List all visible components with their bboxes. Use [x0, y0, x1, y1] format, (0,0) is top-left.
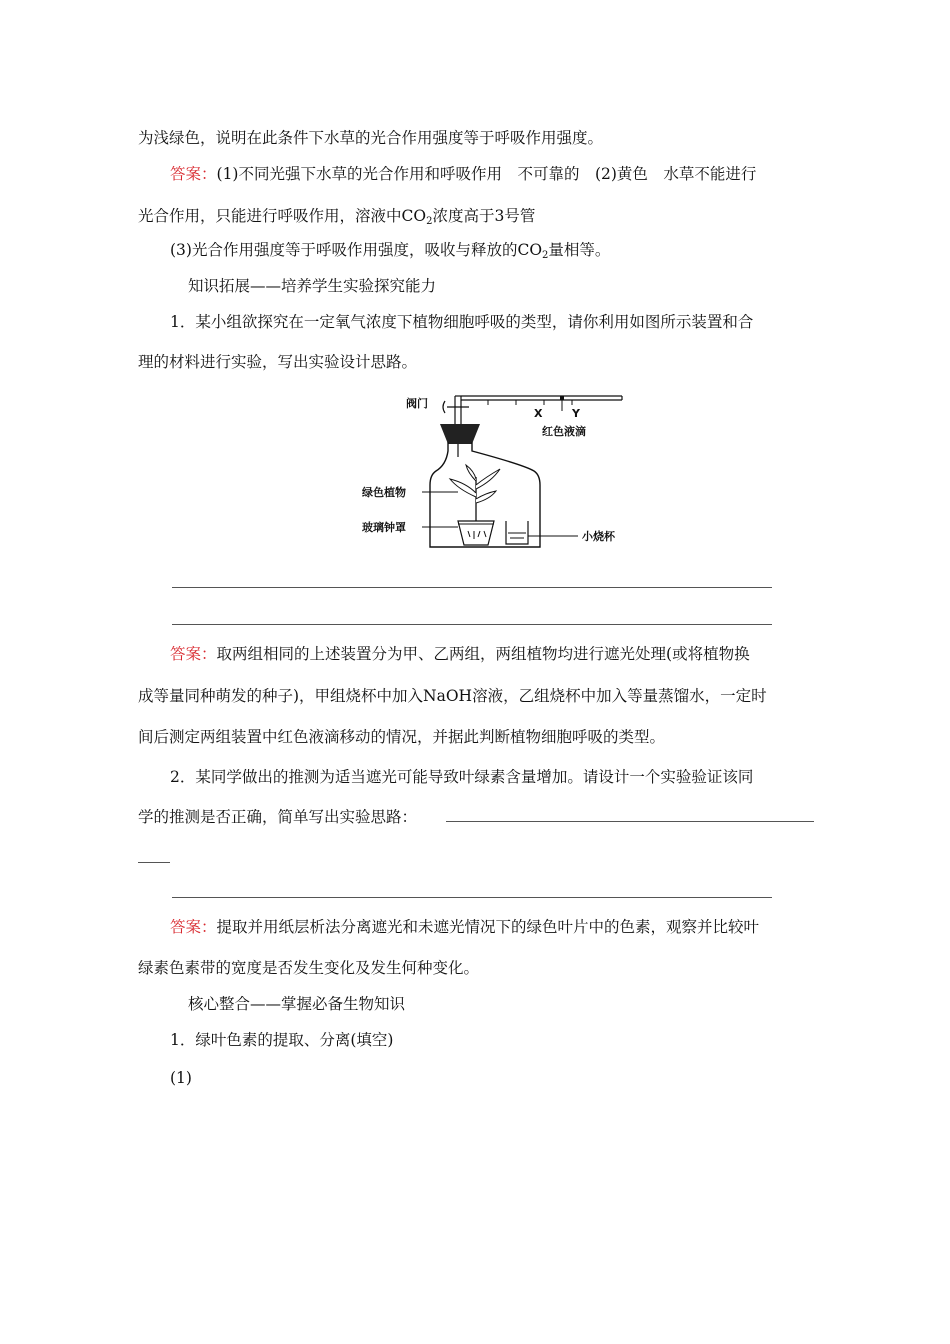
answer-blank-line — [172, 624, 772, 625]
beaker-icon — [506, 521, 528, 544]
answer-1-line-3: (3)光合作用强度等于呼吸作用强度，吸收与释放的$CO_2$量相等。 — [170, 241, 611, 261]
label-x: X — [534, 407, 543, 420]
question-1-line-1: 1．某小组欲探究在一定氧气浓度下植物细胞呼吸的类型，请你利用如图所示装置和合 — [170, 313, 754, 331]
label-bell-jar: 玻璃钟罩 — [362, 521, 406, 534]
label-beaker: 小烧杯 — [582, 530, 615, 543]
section-heading-expansion: 知识拓展——培养学生实验探究能力 — [188, 277, 437, 295]
question-2-line-1: 2．某同学做出的推测为适当遮光可能导致叶绿素含量增加。请设计一个实验验证该同 — [170, 768, 754, 786]
item-1-heading: 1．绿叶色素的提取、分离(填空) — [170, 1031, 394, 1049]
answer-2-line-2: 成等量同种萌发的种子)，甲组烧杯中加入NaOH溶液，乙组烧杯中加入等量蒸馏水，一定时 — [138, 687, 767, 705]
question-2-line-2: 学的推测是否正确，简单写出实验思路： — [138, 808, 418, 826]
answer-blank-line — [138, 862, 170, 863]
plant-icon — [450, 465, 500, 521]
label-y: Y — [572, 407, 580, 420]
item-1-sub: (1) — [170, 1069, 192, 1087]
label-valve: 阀门 — [406, 397, 428, 410]
label-red-drop: 红色液滴 — [542, 425, 586, 438]
answer-3-line-2: 绿素色素带的宽度是否发生变化及发生何种变化。 — [138, 959, 480, 977]
answer-blank-line — [172, 587, 772, 588]
answer-1-line-2: 光合作用，只能进行呼吸作用，溶液中$CO_2$浓度高于3号管 — [138, 207, 536, 227]
answer-2-line-3: 间后测定两组装置中红色液滴移动的情况，并据此判断植物细胞呼吸的类型。 — [138, 728, 666, 746]
answer-blank-line — [446, 821, 814, 822]
answer-blank-line — [172, 897, 772, 898]
answer-2-line-1: 答案：取两组相同的上述装置分为甲、乙两组，两组植物均进行遮光处理(或将植物换 — [170, 645, 750, 663]
answer-1-line-1: 答案：(1)不同光强下水草的光合作用和呼吸作用 不可靠的 (2)黄色 水草不能进行 — [170, 165, 757, 183]
experiment-apparatus-figure — [350, 385, 640, 557]
section-heading-core: 核心整合——掌握必备生物知识 — [188, 995, 406, 1013]
label-green-plant: 绿色植物 — [362, 486, 406, 499]
answer-label: 答案： — [170, 165, 217, 183]
answer-3-line-1: 答案：提取并用纸层析法分离遮光和未遮光情况下的绿色叶片中的色素，观察并比较叶 — [170, 918, 760, 936]
question-1-line-2: 理的材料进行实验，写出实验设计思路。 — [138, 353, 418, 371]
valve-icon — [443, 401, 469, 413]
paragraph-continuation: 为浅绿色，说明在此条件下水草的光合作用强度等于呼吸作用强度。 — [138, 129, 604, 147]
